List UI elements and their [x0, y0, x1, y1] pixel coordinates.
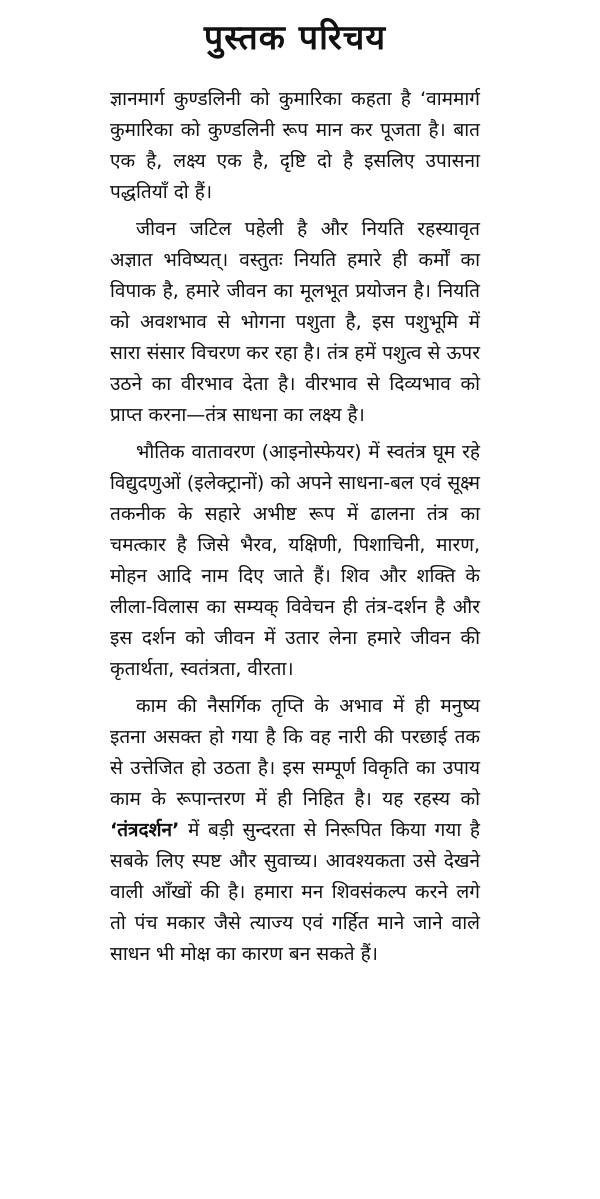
paragraph-4-after: में बड़ी सुन्दरता से निरूपित किया गया है सबके लिए स्पष्ट और सुवाच्य। आवश्यकता उसे देखने वाली आँखों की है। हमारा मन शिवसंकल्प करने लगे तो पंच मकार जैसे त्याज्य एवं गर्हित माने जाने वाले साधन भी मोक्ष का कारण बन सकते हैं। — [110, 819, 480, 965]
page-title: पुस्तक परिचय — [203, 18, 387, 58]
paragraph-2: जीवन जटिल पहेली है और नियति रहस्यावृत अज्ञात भविष्यत्। वस्तुतः नियति हमारे ही कर्मों का विपाक है, हमारे जीवन का मूलभूत प्रयोजन है। नियति को अवशभाव से भोगना पशुता है, इस पशुभूमि में सारा संसार विचरण कर रहा है। तंत्र हमें पशुत्व से ऊपर उठने का वीरभाव देता है। वीरभाव से दिव्यभाव को प्राप्त करना—तंत्र साधना का लक्ष्य है। — [110, 218, 480, 426]
paragraph-3: भौतिक वातावरण (आइनोस्फेयर) में स्वतंत्र घूम रहे विद्युदणुओं (इलेक्ट्रानों) को अपने साधना-बल एवं सूक्ष्म तकनीक के सहारे अभीष्ट रूप में ढालना तंत्र का चमत्कार है जिसे भैरव, यक्षिणी, पिशाचिनी, मारण, मोहन आदि नाम दिए जाते हैं। शिव और शक्ति के लीला-विलास का सम्यक् विवेचन ही तंत्र-दर्शन है और इस दर्शन को जीवन में उतार लेना हमारे जीवन की कृतार्थता, स्वतंत्रता, वीरता। — [110, 441, 480, 680]
paragraph-4 — [110, 691, 480, 970]
paragraph-4-before: काम की नैसर्गिक तृप्ति के अभाव में ही मनुष्य इतना असक्त हो गया है कि वह नारी की परछाई तक से उत्तेजित हो उठता है। इस सम्पूर्ण विकृति का उपाय काम के रूपान्तरण में ही निहित है। यह रहस्य को — [110, 695, 480, 810]
book-name-emphasis: ‘तंत्रदर्शन’ — [110, 819, 180, 841]
body-text — [110, 84, 480, 970]
paragraph-1: ज्ञानमार्ग कुण्डलिनी को कुमारिका कहता है ‘वाममार्ग कुमारिका को कुण्डलिनी रूप मान कर पूजता है। बात एक है, लक्ष्य एक है, दृष्टि दो है इसलिए उपासना पद्धतियाँ दो हैं। — [110, 88, 480, 203]
